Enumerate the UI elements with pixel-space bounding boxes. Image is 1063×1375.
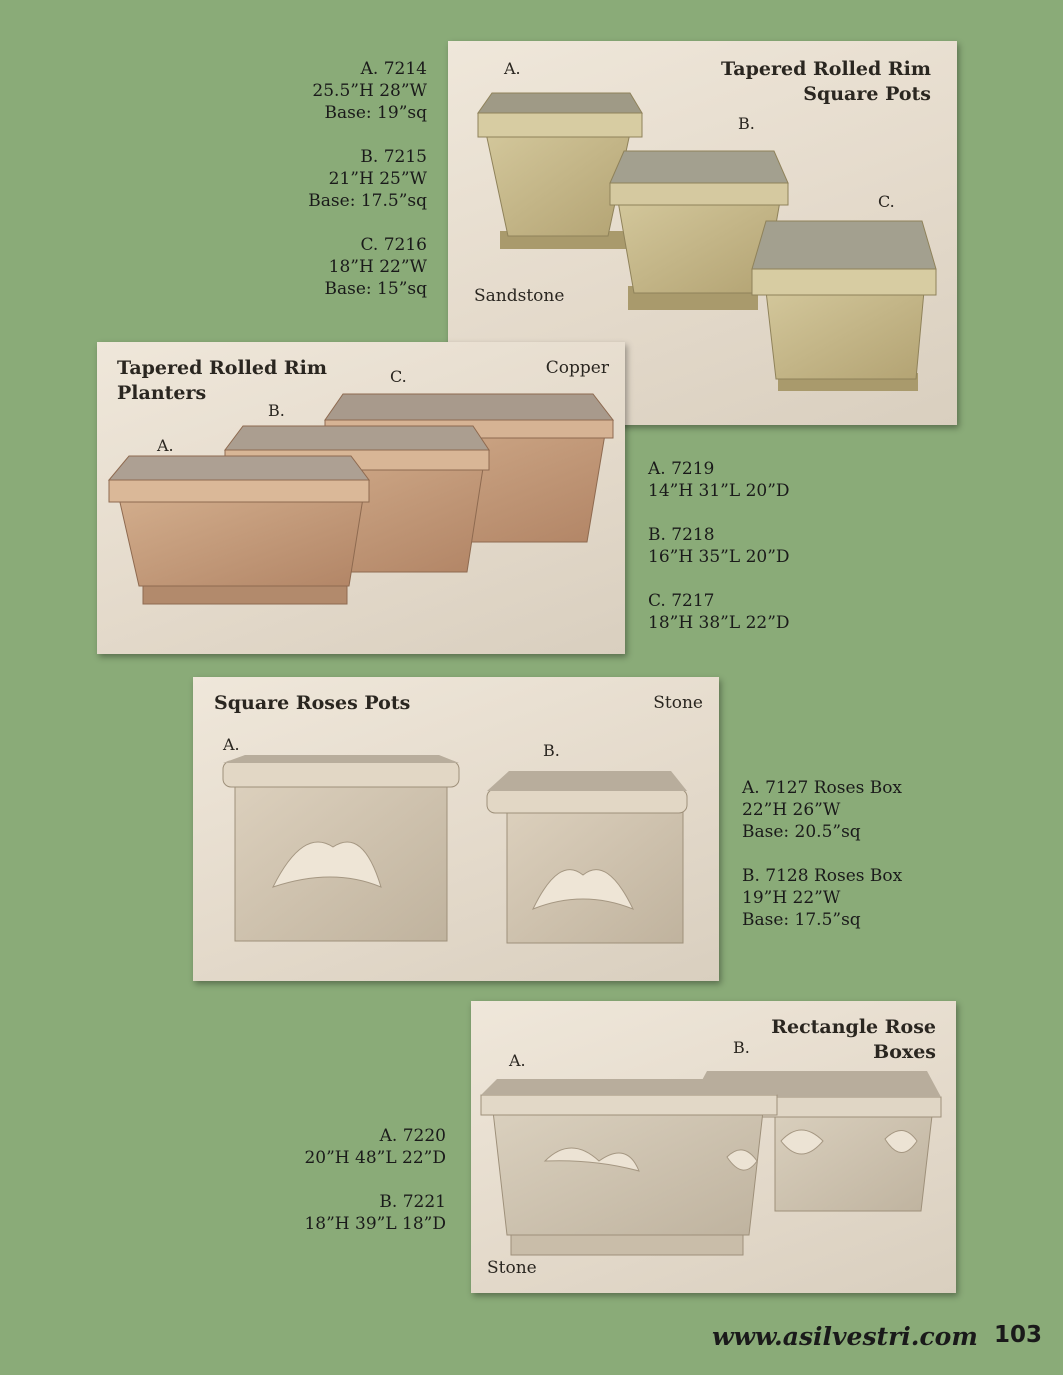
section2-title [117, 356, 327, 406]
roses-pot-a-shape [223, 755, 459, 941]
section3-title-line1: Square Roses Pots [214, 692, 411, 714]
rose-box-label-b: B. [733, 1038, 750, 1057]
section2-title-line1: Tapered Rolled Rim [117, 357, 328, 379]
section3-title [214, 691, 410, 716]
section2-photo [97, 342, 625, 654]
roses-pot-b-shape [487, 771, 687, 943]
spec-dims: 18”H 38”L 22”D [648, 613, 790, 633]
spec-dims: 18”H 22”W [328, 257, 427, 277]
spec-dims: 20”H 48”L 22”D [304, 1148, 446, 1168]
spec-base: Base: 17.5”sq [742, 910, 861, 930]
section4-finish: Stone [487, 1258, 537, 1278]
section4-title-line1: Rectangle Rose [771, 1016, 936, 1038]
rose-box-a-shape [481, 1079, 777, 1255]
spec-dims: 18”H 39”L 18”D [304, 1214, 446, 1234]
section1-title-line1: Tapered Rolled Rim [720, 58, 931, 80]
spec-code: C. 7216 [360, 235, 427, 255]
pot-label-b: B. [738, 114, 755, 133]
spec-code: A. 7219 [648, 459, 715, 479]
pot-label-c: C. [878, 192, 895, 211]
planter-label-c: C. [390, 367, 407, 386]
spec-code: A. 7214 [360, 59, 427, 79]
roses-pots-illustration [193, 677, 719, 981]
section4-title-line2: Boxes [873, 1041, 936, 1063]
section2-specs [648, 458, 790, 634]
spec-code: B. 7221 [379, 1192, 446, 1212]
spec-code: A. 7220 [379, 1126, 446, 1146]
spec-base: Base: 15”sq [324, 279, 427, 299]
page-number: 103 [994, 1322, 1043, 1348]
spec-base: Base: 17.5”sq [308, 191, 427, 211]
section3-specs [742, 777, 902, 931]
planter-a-shape [109, 456, 369, 604]
planter-label-b: B. [268, 401, 285, 420]
spec-dims: 22”H 26”W [742, 800, 841, 820]
section1-title-line2: Square Pots [803, 83, 931, 105]
section1-finish: Sandstone [474, 286, 565, 306]
section2-finish: Copper [545, 358, 609, 378]
spec-dims: 25.5”H 28”W [312, 81, 427, 101]
spec-code: A. 7127 Roses Box [742, 778, 903, 798]
roses-label-a: A. [223, 735, 240, 754]
pot-c-shape [752, 221, 936, 391]
spec-dims: 19”H 22”W [742, 888, 841, 908]
section2-title-line2: Planters [117, 382, 207, 404]
spec-dims: 16”H 35”L 20”D [648, 547, 790, 567]
section4-photo [471, 1001, 956, 1293]
section4-specs [270, 1125, 446, 1235]
spec-dims: 14”H 31”L 20”D [648, 481, 790, 501]
section3-finish: Stone [653, 693, 703, 713]
section1-title [671, 57, 931, 107]
roses-label-b: B. [543, 741, 560, 760]
pot-label-a: A. [504, 59, 521, 78]
spec-base: Base: 20.5”sq [742, 822, 861, 842]
section1-specs [270, 58, 427, 300]
spec-dims: 21”H 25”W [328, 169, 427, 189]
spec-code: B. 7128 Roses Box [742, 866, 903, 886]
spec-code: B. 7218 [648, 525, 715, 545]
spec-base: Base: 19”sq [324, 103, 427, 123]
section3-photo [193, 677, 719, 981]
spec-code: C. 7217 [648, 591, 715, 611]
footer-website[interactable]: www.asilvestri.com [712, 1322, 978, 1351]
planter-label-a: A. [157, 436, 174, 455]
rose-box-label-a: A. [509, 1051, 526, 1070]
spec-code: B. 7215 [360, 147, 427, 167]
